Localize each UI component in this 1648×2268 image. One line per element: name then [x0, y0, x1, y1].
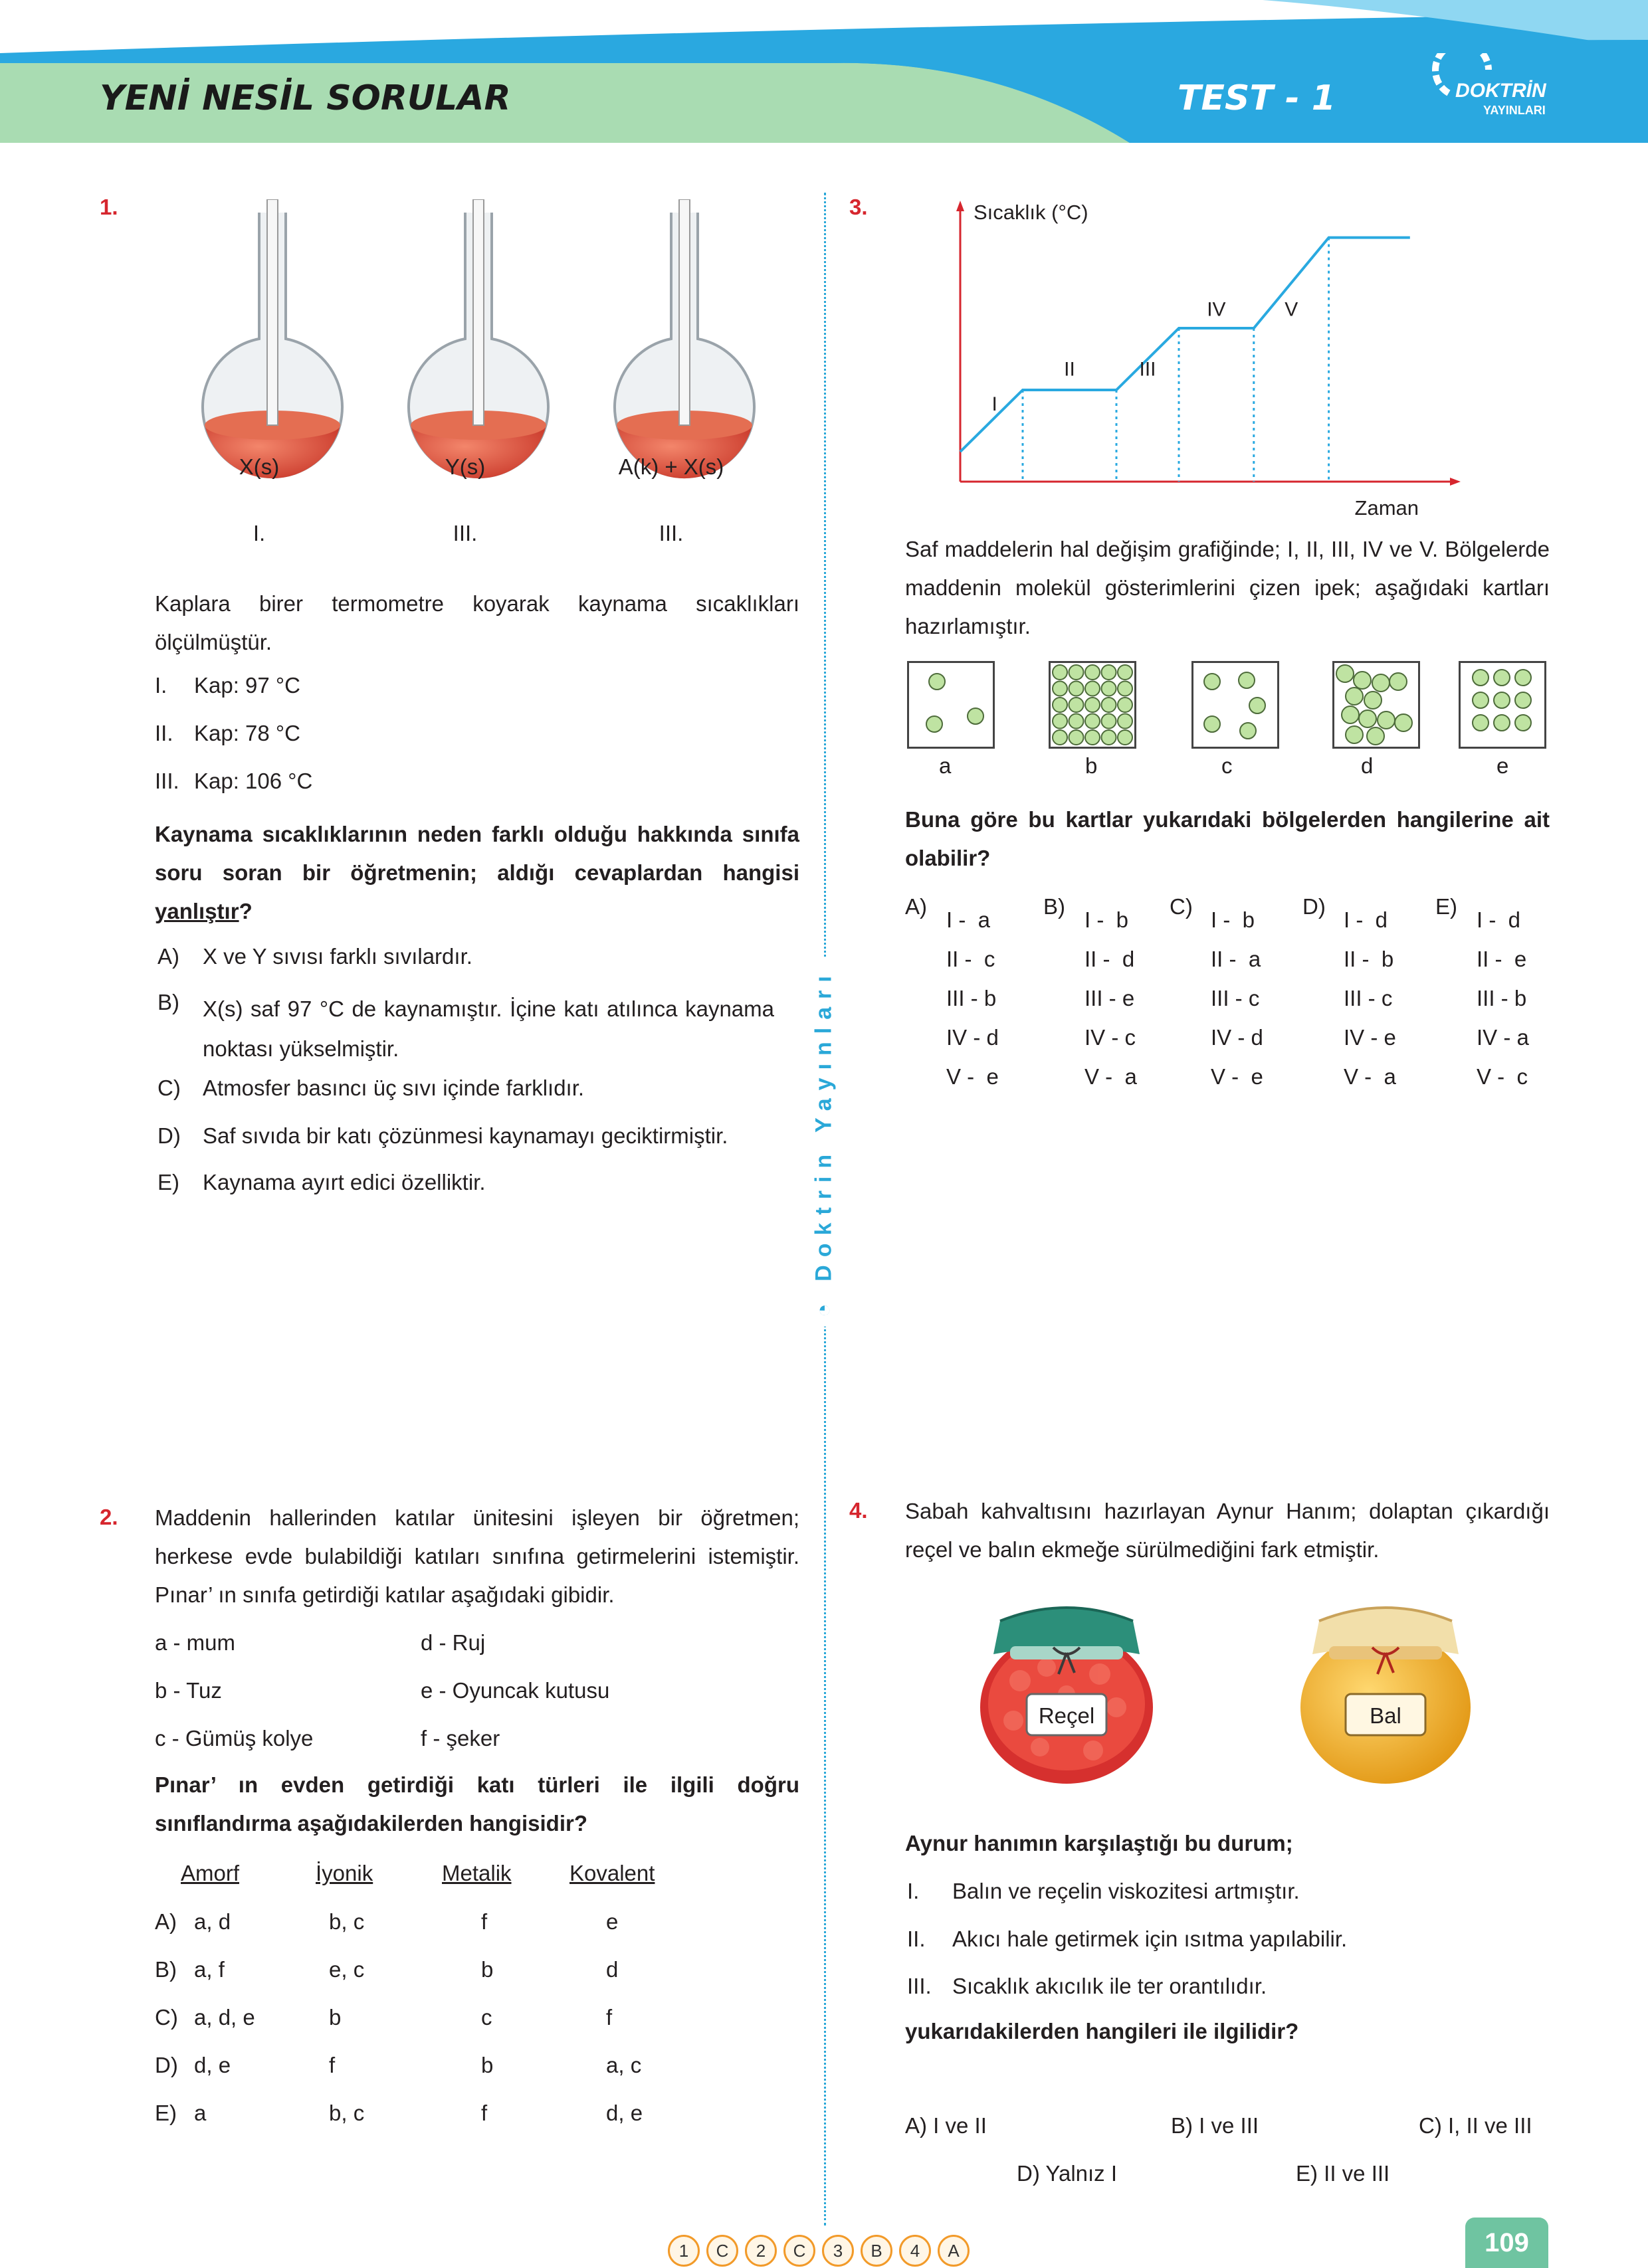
molecule-circle [1118, 714, 1132, 729]
flask-2-content: Y(s) [445, 454, 486, 479]
q1-option-e-letter[interactable]: E) [157, 1170, 179, 1194]
q4-option-d-letter[interactable]: D) [1017, 2161, 1040, 2186]
q4-option-c[interactable] [1419, 2113, 1532, 2139]
answer-key-number: 2 [745, 2235, 777, 2267]
q3-option-c-row: V - e [1211, 1064, 1263, 1089]
q2-option-c-iyonik: b [329, 2005, 342, 2030]
answer-key-letter: A [938, 2235, 970, 2267]
q1-question-text: Kaynama sıcaklıklarının neden farklı olduğu hakkında sınıfa soru soran bir öğretmenin; aldığı cevaplardan hangisi [155, 822, 799, 885]
flask-1-label: I. [253, 521, 266, 545]
molecule-circle [1069, 730, 1084, 745]
watermark-logo-icon: ◔ [811, 1281, 837, 1317]
q4-question-top: Aynur hanımın karşılaştığı bu durum; [905, 1831, 1293, 1855]
q2-option-b-kovalent: d [606, 1957, 619, 1982]
q1-option-e-text[interactable]: Kaynama ayırt edici özelliktir. [203, 1170, 486, 1194]
q2-option-c-metalik: c [481, 2005, 492, 2030]
q4-item-2-text: Akıcı hale getirmek için ısıtma yapılabilir. [952, 1927, 1348, 1951]
flask-2-label: III. [453, 521, 478, 545]
chart-x-arrow-icon [1450, 478, 1461, 486]
q3-option-b-letter[interactable]: B) [1043, 894, 1065, 919]
chart-region-label: III [1139, 358, 1156, 381]
molecule-circle [1085, 714, 1100, 729]
molecule-circle [1102, 665, 1116, 680]
q2-item-d: d - Ruj [421, 1630, 486, 1655]
q3-option-e-letter[interactable]: E) [1435, 894, 1457, 919]
molecule-circle [1053, 698, 1067, 712]
q3-card-b-label: b [1085, 753, 1098, 778]
q3-option-b-row: V - a [1084, 1064, 1137, 1089]
q3-question: Buna göre bu kartlar yukarıdaki bölgelerden hangilerine ait olabilir? [905, 807, 1550, 870]
card-d-molecules-icon [1334, 663, 1418, 747]
answer-key-number: 1 [668, 2235, 700, 2267]
q1-item-1-roman: I. [155, 673, 167, 698]
molecule-circle [1053, 665, 1067, 680]
chart-region-label: II [1064, 358, 1075, 381]
q2-option-b-amorf: a, f [194, 1957, 225, 1982]
molecule-circle [1118, 665, 1132, 680]
q3-card-c [1191, 661, 1279, 749]
q2-header-amorf: Amorf [181, 1861, 240, 1885]
q4-option-b-letter[interactable]: B) [1171, 2113, 1193, 2138]
molecule-circle [1085, 698, 1100, 712]
q4-option-c-text[interactable]: I, II ve III [1448, 2113, 1532, 2138]
chart-x-label: Zaman [1354, 496, 1419, 520]
chart-y-label: Sıcaklık (°C) [974, 201, 1088, 224]
q1-option-a-letter[interactable]: A) [157, 944, 179, 969]
q2-option-d-amorf: d, e [194, 2053, 231, 2077]
q3-card-c-label: c [1221, 753, 1233, 778]
q2-option-e-iyonik: b, c [329, 2101, 365, 2125]
q1-question-underlined: yanlıştır [155, 899, 239, 923]
q4-option-e-text[interactable]: II ve III [1324, 2161, 1390, 2186]
q4-option-d-text[interactable]: Yalnız I [1045, 2161, 1118, 2186]
q3-card-e [1459, 661, 1546, 749]
card-c-molecules-icon [1193, 663, 1277, 747]
molecule-circle [1053, 714, 1067, 729]
q3-option-e-row: I - d [1477, 907, 1521, 932]
q1-item-3-roman: III. [155, 769, 179, 793]
molecule-circle [1053, 682, 1067, 696]
section-title: YENİ NESİL SORULAR [100, 78, 511, 118]
q3-option-a-row: III - b [946, 986, 997, 1010]
q4-option-b[interactable] [1171, 2113, 1259, 2139]
q1-option-a-text[interactable]: X ve Y sıvısı farklı sıvılardır. [203, 944, 472, 969]
q3-option-a-row: IV - d [946, 1025, 999, 1050]
q2-option-b-iyonik: e, c [329, 1957, 365, 1982]
q1-option-b-letter[interactable]: B) [157, 990, 179, 1014]
q3-option-d-row: II - b [1344, 947, 1394, 971]
q2-option-c-letter[interactable]: C) [155, 2005, 178, 2030]
q2-item-a: a - mum [155, 1630, 236, 1655]
q3-option-d-row: IV - e [1344, 1025, 1396, 1050]
q2-option-e-metalik: f [481, 2101, 488, 2125]
molecule-circle [1069, 665, 1084, 680]
q1-item-2-text: Kap: 78 °C [194, 721, 300, 745]
q3-number: 3. [849, 195, 868, 219]
q3-option-c-row: IV - d [1211, 1025, 1263, 1050]
q2-option-c-amorf: a, d, e [194, 2005, 255, 2030]
q1-question [155, 815, 799, 931]
q4-option-d[interactable] [1017, 2160, 1117, 2187]
q3-option-c-letter[interactable]: C) [1170, 894, 1193, 919]
molecule-circle [1102, 682, 1116, 696]
chart-region-label: IV [1207, 298, 1226, 321]
publisher-logo [1422, 53, 1555, 126]
q3-card-d-label: d [1361, 753, 1374, 778]
q4-item-1-roman: I. [907, 1879, 920, 1903]
molecule-circle [1085, 682, 1100, 696]
molecule-circle [1118, 682, 1132, 696]
q2-header-metalik: Metalik [442, 1861, 512, 1885]
q2-option-b-metalik: b [481, 1957, 494, 1982]
q1-number: 1. [100, 195, 118, 219]
q3-option-e-row: IV - a [1477, 1025, 1529, 1050]
q3-card-e-label: e [1496, 753, 1509, 778]
flask-3-content: A(k) + X(s) [618, 454, 724, 479]
molecule-circle [1102, 730, 1116, 745]
answer-key-letter: B [861, 2235, 892, 2267]
answer-key-number: 3 [822, 2235, 854, 2267]
page-number: 109 [1465, 2218, 1548, 2268]
jam-jar-label: Reçel [1038, 1703, 1095, 1728]
q4-option-e-letter[interactable]: E) [1296, 2161, 1318, 2186]
q4-item-3-text: Sıcaklık akıcılık ile ter orantılıdır. [952, 1974, 1267, 1998]
q4-number: 4. [849, 1498, 868, 1523]
honey-jar-label: Bal [1370, 1703, 1401, 1728]
card-b-molecules-icon [1051, 663, 1134, 747]
q3-option-b-row: III - e [1084, 986, 1135, 1010]
q1-option-d-text[interactable]: Saf sıvıda bir katı çözünmesi kaynamayı geciktirmiştir. [203, 1123, 728, 1148]
q4-option-a-letter[interactable]: A) [905, 2113, 927, 2138]
q3-option-e-row: III - b [1477, 986, 1527, 1010]
q2-option-a-letter[interactable]: A) [155, 1909, 177, 1934]
q2-number: 2. [100, 1505, 118, 1529]
q4-option-c-letter[interactable]: C) [1419, 2113, 1442, 2138]
flask-3-label: III. [659, 521, 684, 545]
q1-flasks-illustration [173, 199, 758, 531]
q3-card-a [907, 661, 995, 749]
q1-intro: Kaplara birer termometre koyarak kaynama sıcaklıkları ölçülmüştür. [155, 591, 799, 654]
q2-header-iyonik: İyonik [316, 1861, 373, 1885]
jam-jar-image [974, 1594, 1160, 1787]
q2-option-a-amorf: a, d [194, 1909, 231, 1934]
q3-option-b-row: I - b [1084, 907, 1129, 932]
answer-key-number: 4 [899, 2235, 931, 2267]
q3-card-d [1332, 661, 1420, 749]
card-a-molecules-icon [909, 663, 993, 747]
q3-option-e-row: V - c [1477, 1064, 1528, 1089]
q2-option-d-letter[interactable]: D) [155, 2053, 178, 2077]
chart-region-label: I [991, 393, 997, 415]
q4-intro: Sabah kahvaltısını hazırlayan Aynur Hanım; dolaptan çıkardığı reçel ve balın ekmeğe sürülmediğini fark etmiştir. [905, 1499, 1550, 1562]
q3-option-a-letter[interactable]: A) [905, 894, 927, 919]
q3-option-d-row: V - a [1344, 1064, 1396, 1089]
watermark-text: Doktrin Yayınları [811, 968, 837, 1281]
q2-option-d-iyonik: f [329, 2053, 336, 2077]
flask-2 [409, 199, 548, 478]
q1-option-d-letter[interactable]: D) [157, 1123, 181, 1148]
molecule-circle [1069, 714, 1084, 729]
q3-card-b [1049, 661, 1136, 749]
q2-header-kovalent: Kovalent [569, 1861, 655, 1885]
q2-item-b: b - Tuz [155, 1678, 222, 1703]
q2-intro: Maddenin hallerinden katılar ünitesini işleyen bir öğretmen; herkese evde bulabildiği katıları sınıfına getirmelerini istemiştir. Pınar’ ın sınıfa getirdiği katılar aşağıdaki gibidir. [155, 1505, 799, 1607]
molecule-circle [1085, 665, 1100, 680]
q3-option-d-row: III - c [1344, 986, 1393, 1010]
answer-key-letter: C [783, 2235, 815, 2267]
q3-option-a-row: V - e [946, 1064, 999, 1089]
q2-option-a-metalik: f [481, 1909, 488, 1934]
chart-y-arrow-icon [956, 201, 964, 211]
q2-item-f: f - şeker [421, 1726, 500, 1750]
flask-3 [615, 199, 754, 478]
q1-option-b-text[interactable]: X(s) saf 97 °C de kaynamıştır. İçine katı atılınca kaynama noktası yükselmiştir. [203, 996, 774, 1061]
q2-question: Pınar’ ın evden getirdiği katı türleri ile ilgili doğru sınıflandırma aşağıdakilerden hangisidir? [155, 1772, 799, 1836]
q1-option-c-letter[interactable]: C) [157, 1076, 181, 1100]
q1-option-c-text[interactable]: Atmosfer basıncı üç sıvı içinde farklıdır. [203, 1076, 585, 1100]
molecule-circle [1085, 730, 1100, 745]
q3-option-c-row: I - b [1211, 907, 1255, 932]
answer-key-letter: C [706, 2235, 738, 2267]
molecule-circle [1102, 698, 1116, 712]
q2-option-b-letter[interactable]: B) [155, 1957, 177, 1982]
molecule-circle [1069, 682, 1084, 696]
q2-option-e-amorf: a [194, 2101, 207, 2125]
q2-item-c: c - Gümüş kolye [155, 1726, 314, 1750]
molecule-circle [1102, 714, 1116, 729]
q4-question-bottom: yukarıdakilerden hangileri ile ilgilidir? [905, 2019, 1299, 2043]
q3-option-c-row: II - a [1211, 947, 1261, 971]
card-e-molecules-icon [1461, 663, 1544, 747]
q3-heating-chart [917, 186, 1469, 531]
q2-item-e: e - Oyuncak kutusu [421, 1678, 610, 1703]
q3-option-d-row: I - d [1344, 907, 1388, 932]
q4-item-3-roman: III. [907, 1974, 932, 1998]
q3-option-b-row: IV - c [1084, 1025, 1136, 1050]
logo-text-bottom: YAYINLARI [1483, 104, 1546, 117]
flask-1-content: X(s) [239, 454, 280, 479]
q3-option-d-letter[interactable]: D) [1302, 894, 1326, 919]
q1-item-2-roman: II. [155, 721, 173, 745]
q3-option-a-row: I - a [946, 907, 991, 932]
molecule-circle [1118, 698, 1132, 712]
q2-option-e-kovalent: d, e [606, 2101, 643, 2125]
q1-item-3-text: Kap: 106 °C [194, 769, 313, 793]
q1-item-1-text: Kap: 97 °C [194, 673, 300, 698]
chart-region-label: V [1285, 298, 1298, 321]
q2-option-e-letter[interactable]: E) [155, 2101, 177, 2125]
q4-option-a[interactable] [905, 2113, 987, 2139]
q4-option-a-text[interactable]: I ve II [933, 2113, 987, 2138]
q2-option-a-kovalent: e [606, 1909, 619, 1934]
molecule-circle [1118, 730, 1132, 745]
q2-option-d-metalik: b [481, 2053, 494, 2077]
q4-item-2-roman: II. [907, 1927, 926, 1951]
q3-intro: Saf maddelerin hal değişim grafiğinde; I, II, III, IV ve V. Bölgelerde maddenin molekül gösterimlerini çizen ipek; aşağıdaki kartları hazırlamıştır. [905, 537, 1550, 638]
molecule-circle [1053, 730, 1067, 745]
q2-option-a-iyonik: b, c [329, 1909, 365, 1934]
q3-option-a-row: II - c [946, 947, 995, 971]
q2-option-d-kovalent: a, c [606, 2053, 642, 2077]
chart-series-line [960, 238, 1410, 452]
q2-option-c-kovalent: f [606, 2005, 613, 2030]
header-banner [0, 0, 1648, 143]
molecule-circle [1069, 698, 1084, 712]
q1-question-end: ? [239, 899, 253, 923]
test-label: TEST - 1 [1178, 78, 1336, 118]
q4-item-1-text: Balın ve reçelin viskozitesi artmıştır. [952, 1879, 1300, 1903]
q3-option-c-row: III - c [1211, 986, 1260, 1010]
q4-option-e[interactable] [1296, 2160, 1390, 2187]
flask-1 [203, 199, 342, 478]
side-watermark [811, 959, 837, 1327]
logo-text-top: DOKTRİN [1455, 80, 1546, 102]
q3-option-e-row: II - e [1477, 947, 1527, 971]
q4-option-b-text[interactable]: I ve III [1199, 2113, 1259, 2138]
q3-option-b-row: II - d [1084, 947, 1135, 971]
q3-card-a-label: a [939, 753, 952, 778]
honey-jar-image [1292, 1594, 1479, 1787]
